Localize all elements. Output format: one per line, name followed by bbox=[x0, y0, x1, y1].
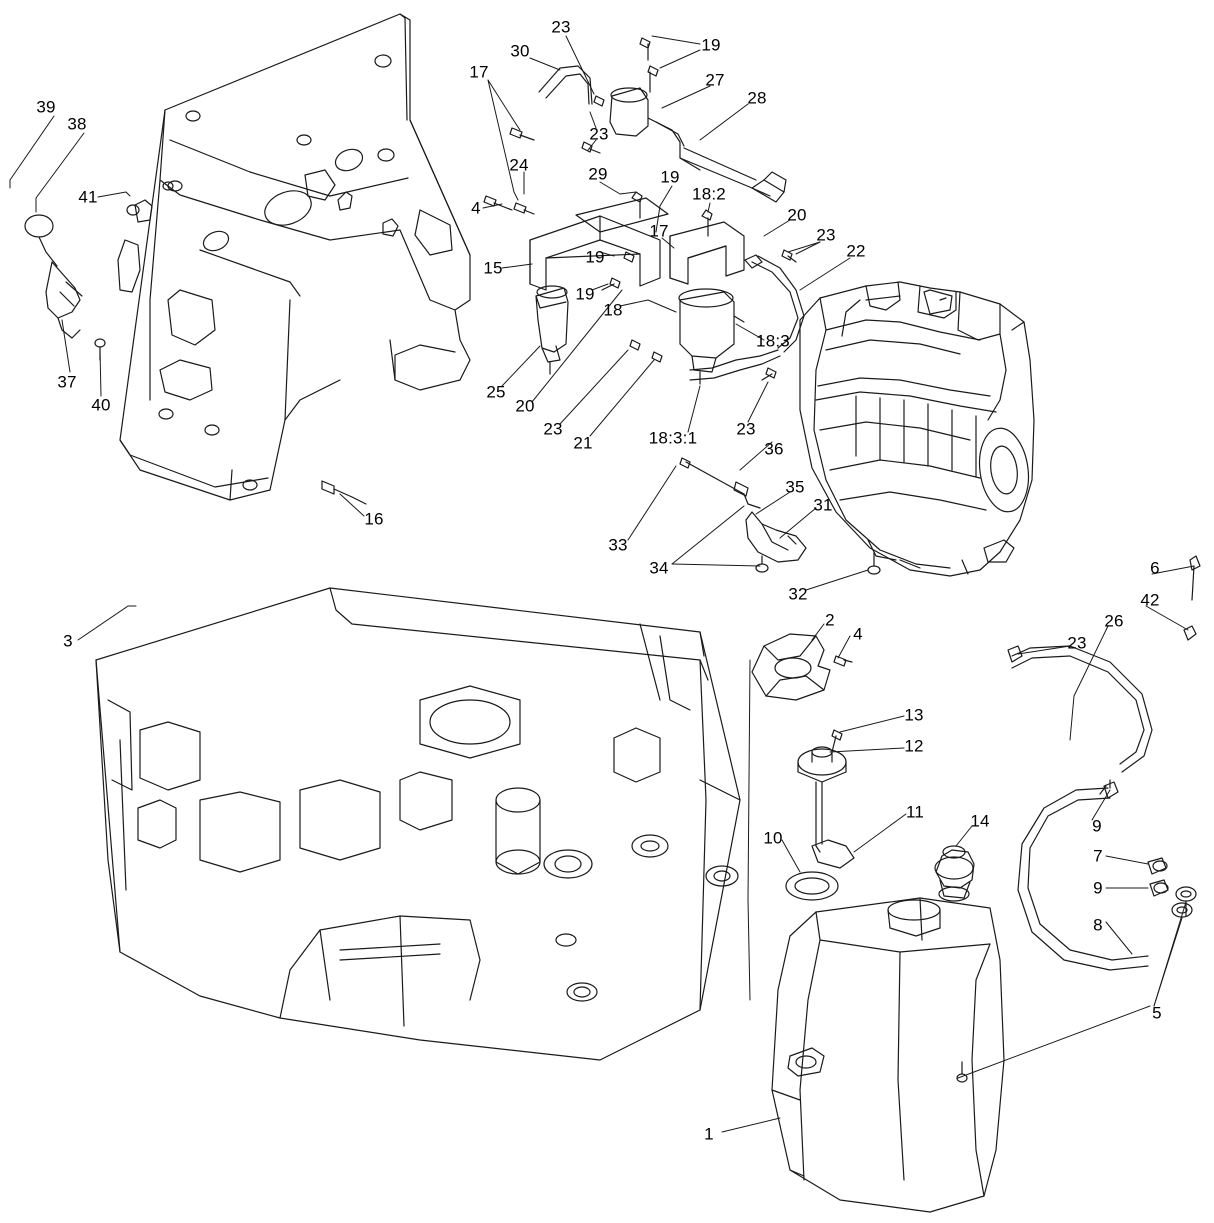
bracket-17-right bbox=[670, 222, 744, 284]
callout-20-upper: 20 bbox=[787, 205, 807, 225]
upper-frame-outline bbox=[118, 14, 470, 500]
callout-39: 39 bbox=[36, 97, 56, 117]
callout-13: 13 bbox=[904, 705, 924, 725]
callout-26: 26 bbox=[1104, 611, 1124, 631]
callout-10: 10 bbox=[763, 828, 783, 848]
callout-23-right: 23 bbox=[816, 225, 836, 245]
fuel-sender-assembly bbox=[786, 730, 854, 900]
fuel-tank-1 bbox=[772, 898, 1004, 1212]
callout-6: 6 bbox=[1150, 558, 1160, 578]
lower-frame-outline bbox=[96, 588, 740, 1060]
fuel-cap-14 bbox=[935, 846, 974, 901]
callout-5: 5 bbox=[1152, 1003, 1162, 1023]
fuel-pump-18 bbox=[679, 289, 744, 384]
fuel-filter-25 bbox=[536, 286, 568, 374]
callout-32: 32 bbox=[788, 584, 808, 604]
callout-35: 35 bbox=[785, 477, 805, 497]
callout-14: 14 bbox=[970, 811, 990, 831]
callout-18: 18 bbox=[603, 300, 623, 320]
callout-7: 7 bbox=[1093, 846, 1103, 866]
callout-22: 22 bbox=[846, 241, 866, 261]
callout-3: 3 bbox=[63, 631, 73, 651]
callout-18-3-1: 18:3:1 bbox=[648, 428, 698, 448]
callout-9-upper: 9 bbox=[1092, 816, 1102, 836]
callout-15: 15 bbox=[483, 258, 503, 278]
callout-9-lower: 9 bbox=[1093, 878, 1103, 898]
callout-33: 33 bbox=[608, 535, 628, 555]
callout-12: 12 bbox=[904, 736, 924, 756]
callout-2: 2 bbox=[825, 610, 835, 630]
bolt-4-lower bbox=[834, 656, 852, 666]
throttle-linkage bbox=[680, 458, 880, 574]
callout-19-top: 19 bbox=[701, 35, 721, 55]
callout-11: 11 bbox=[905, 802, 925, 822]
callout-41: 41 bbox=[78, 187, 98, 207]
filler-shield-2 bbox=[752, 634, 830, 700]
callout-8: 8 bbox=[1093, 915, 1103, 935]
callout-27: 27 bbox=[705, 70, 725, 90]
hose-30 bbox=[539, 66, 592, 104]
callout-37: 37 bbox=[57, 372, 77, 392]
callout-16: 16 bbox=[364, 509, 384, 529]
callout-19-a: 19 bbox=[585, 247, 605, 267]
callout-23-engine: 23 bbox=[736, 419, 756, 439]
callout-4-lower: 4 bbox=[853, 624, 863, 644]
callout-18-3: 18:3 bbox=[756, 331, 790, 351]
callout-36: 36 bbox=[764, 439, 784, 459]
callout-28: 28 bbox=[747, 88, 767, 108]
callout-19-b: 19 bbox=[575, 284, 595, 304]
callout-21: 21 bbox=[573, 433, 593, 453]
hose-8 bbox=[1018, 788, 1148, 970]
bolt-16 bbox=[322, 481, 366, 504]
callout-34: 34 bbox=[649, 558, 669, 578]
callout-1: 1 bbox=[704, 1124, 714, 1144]
leader-lines bbox=[10, 36, 1194, 1132]
callout-25: 25 bbox=[486, 382, 506, 402]
hose-26 bbox=[1008, 646, 1152, 772]
callout-23-upper: 23 bbox=[589, 124, 609, 144]
callout-18-2: 18:2 bbox=[692, 184, 726, 204]
callout-23-hose: 23 bbox=[1067, 633, 1087, 653]
callout-23-top: 23 bbox=[551, 17, 571, 37]
callout-24: 24 bbox=[509, 155, 529, 175]
callout-30: 30 bbox=[510, 41, 530, 61]
callout-31: 31 bbox=[813, 495, 833, 515]
callout-40: 40 bbox=[91, 395, 111, 415]
callout-23-lower: 23 bbox=[543, 419, 563, 439]
callout-42: 42 bbox=[1140, 590, 1160, 610]
callout-29: 29 bbox=[588, 164, 608, 184]
callout-17-lower: 17 bbox=[649, 221, 669, 241]
callout-20-lower: 20 bbox=[515, 396, 535, 416]
engine-assembly bbox=[800, 282, 1034, 576]
callout-17-upper: 17 bbox=[469, 62, 489, 82]
callout-19-mid: 19 bbox=[660, 167, 680, 187]
callout-4-upper: 4 bbox=[471, 198, 481, 218]
callout-38: 38 bbox=[67, 114, 87, 134]
hose-18-3-1 bbox=[690, 350, 780, 380]
